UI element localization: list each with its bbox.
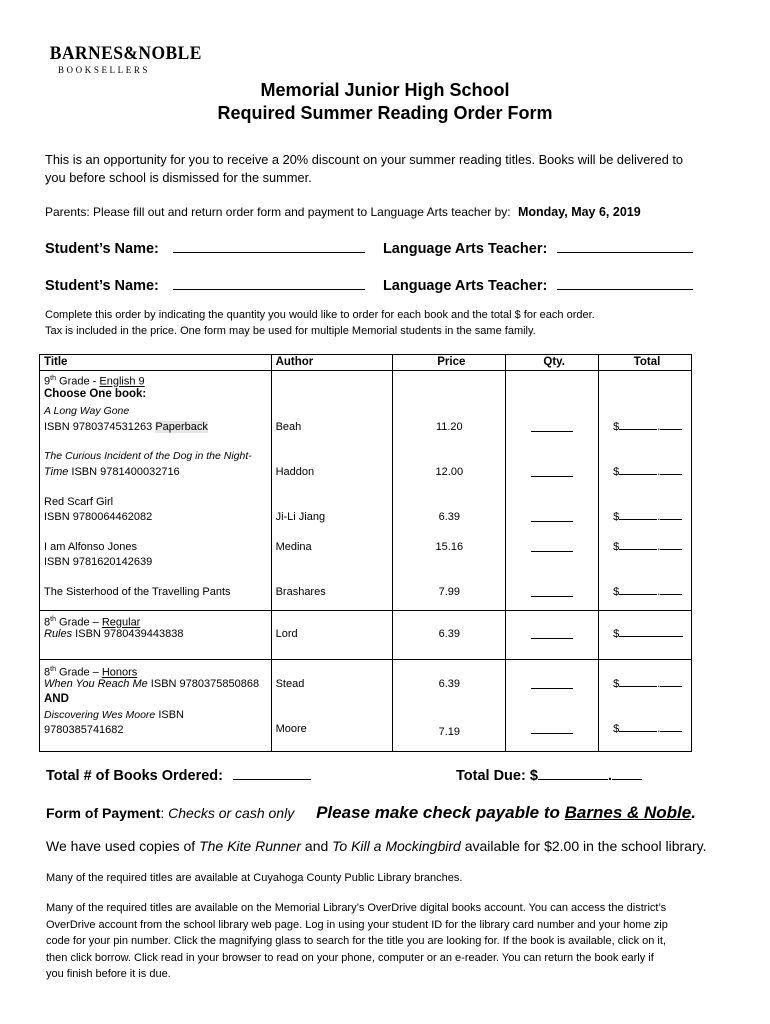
teacher-field[interactable] [557, 275, 693, 290]
book-isbn: Time ISBN 9781400032716 [44, 466, 180, 478]
book-title: I am Alfonso Jones [44, 541, 137, 553]
book-title: Red Scarf Girl [44, 496, 114, 508]
total-blank[interactable]: $ . [613, 677, 682, 692]
book-isbn: Discovering Wes Moore ISBN [44, 709, 184, 721]
book-price: 12.00 [435, 466, 464, 478]
instructions-line-1: Complete this order by indicating the quantity you would like to order for each book and the total $ for each order. [45, 309, 595, 321]
grade8-honors-heading: 8th Grade – Honors [44, 666, 138, 679]
teacher-label: Language Arts Teacher: [382, 278, 548, 294]
check-payable: Please make check payable to Barnes & Noble. [316, 803, 696, 822]
book-title: The Curious Incident of the Dog in the Night- [44, 450, 252, 462]
student-row-1 [45, 238, 693, 257]
page-title [0, 79, 770, 125]
qty-blank[interactable] [531, 476, 573, 477]
payment-row: Form of Payment: Checks or cash only Please make check payable to Barnes & Noble. [46, 803, 696, 822]
total-due-row: Total Due: $ . [456, 765, 642, 784]
title-school: Memorial Junior High School [260, 80, 510, 100]
col-total: Total [599, 355, 692, 371]
total-due-dollars-field[interactable] [538, 765, 608, 780]
book-isbn: Rules ISBN 9780439443838 [44, 628, 184, 640]
book-title: The Sisterhood of the Travelling Pants [44, 586, 231, 598]
book-author: Stead [275, 678, 305, 690]
barnes-noble-logo [45, 43, 202, 76]
overdrive-paragraph [46, 900, 668, 983]
student-name-field[interactable] [173, 238, 365, 253]
grade8-regular-heading: 8th Grade – Regular [44, 616, 141, 629]
total-due-label: Total Due: $ [456, 768, 538, 784]
book-author: Ji-Li Jiang [275, 511, 326, 523]
parents-instruction [45, 205, 641, 219]
book-price: 6.39 [438, 678, 461, 690]
book-isbn: ISBN 9781620142639 [44, 556, 153, 568]
table-row-grade8-honors [40, 660, 692, 752]
col-author: Author [271, 355, 393, 371]
total-blank[interactable]: $ . [613, 540, 682, 555]
due-date: Monday, May 6, 2019 [517, 205, 641, 219]
book-price: 7.99 [438, 586, 461, 598]
book-price: 11.20 [435, 421, 463, 433]
overdrive-line: you finish before it is due. [46, 968, 171, 981]
total-books-row [46, 765, 311, 784]
book-price: 7.19 [438, 726, 461, 738]
book-author: Haddon [275, 466, 315, 478]
book-isbn: When You Reach Me ISBN 9780375850868 [44, 678, 260, 690]
col-qty: Qty. [506, 355, 599, 371]
library-note: Many of the required titles are available at Cuyahoga County Public Library branches. [46, 872, 463, 884]
col-title: Title [40, 355, 272, 371]
book-isbn: ISBN 9780374531263 Paperback [44, 421, 208, 433]
book-author: Medina [275, 541, 312, 553]
logo-wordmark: BARNES&NOBLE [49, 43, 202, 64]
book-author: Moore [275, 723, 307, 735]
payment-label: Form of Payment [46, 805, 161, 821]
book-price: 6.39 [438, 628, 461, 640]
payment-methods: Checks or cash only [168, 805, 295, 821]
and-label: AND [44, 693, 69, 705]
used-copies-note: We have used copies of The Kite Runner and To Kill a Mockingbird available for $2.00 in the school library. [46, 838, 707, 854]
qty-blank[interactable] [531, 431, 573, 432]
order-table [39, 354, 692, 752]
total-due-cents-field[interactable] [612, 765, 642, 780]
qty-blank[interactable] [531, 521, 573, 522]
instructions-line-2: Tax is included in the price. One form may be used for multiple Memorial students in the same family. [45, 325, 536, 337]
teacher-label: Language Arts Teacher: [382, 241, 548, 257]
student-name-field[interactable] [173, 275, 365, 290]
student-row-2 [45, 275, 693, 294]
overdrive-line: Many of the required titles are available on the Memorial Library’s OverDrive digital books account. You can access the district’s [46, 902, 667, 914]
title-form: Required Summer Reading Order Form [217, 103, 553, 123]
overdrive-line: code for your pin number. Click the magnifying glass to search for the title you are looking for. If the book is available, click on it, [46, 935, 666, 948]
parents-text: Parents: Please fill out and return order form and payment to Language Arts teacher by: [45, 205, 511, 219]
qty-blank[interactable] [531, 733, 573, 734]
book-title: A Long Way Gone [44, 405, 130, 417]
total-blank[interactable]: $ . [613, 722, 682, 737]
total-blank[interactable]: $ . [613, 420, 682, 435]
qty-blank[interactable] [531, 688, 573, 689]
total-blank[interactable]: $ [613, 627, 683, 642]
student-name-label: Student’s Name: [45, 241, 159, 257]
qty-blank[interactable] [531, 596, 573, 597]
book-isbn: 9780385741682 [44, 724, 124, 736]
overdrive-line: then click borrow. Click read in your browser to read on your phone, computer or an e-reader. You can return the book early if [46, 951, 654, 964]
total-books-label: Total # of Books Ordered: [46, 768, 223, 784]
table-row-grade9 [40, 371, 692, 611]
table-header-row [40, 355, 692, 371]
total-blank[interactable]: $ . [613, 585, 682, 600]
intro-paragraph: This is an opportunity for you to receive a 20% discount on your summer reading titles. Books will be delivered to you before school is dismissed for the summer. [45, 152, 684, 185]
order-instructions [45, 307, 595, 339]
book-author: Beah [275, 421, 302, 433]
teacher-field[interactable] [557, 238, 693, 253]
qty-blank[interactable] [531, 551, 573, 552]
book-price: 15.16 [435, 541, 464, 553]
book-author: Lord [275, 628, 298, 640]
total-blank[interactable]: $ . [613, 465, 682, 480]
logo-tagline: BOOKSELLERS [57, 65, 151, 75]
overdrive-line: OverDrive account from the school library web page. Log in using your student ID for the library card number and your home zip [46, 918, 668, 931]
student-name-label: Student’s Name: [45, 278, 159, 294]
book-isbn: ISBN 9780064462082 [44, 511, 153, 523]
book-price: 6.39 [438, 511, 461, 523]
col-price: Price [393, 355, 506, 371]
total-books-field[interactable] [233, 765, 311, 780]
choose-one: Choose One book: [44, 388, 147, 400]
total-blank[interactable]: $ . [613, 510, 682, 525]
book-author: Brashares [275, 586, 326, 598]
grade9-heading: 9th Grade - English 9 [44, 375, 145, 388]
qty-blank[interactable] [531, 638, 573, 639]
table-row-grade8-regular [40, 611, 692, 660]
